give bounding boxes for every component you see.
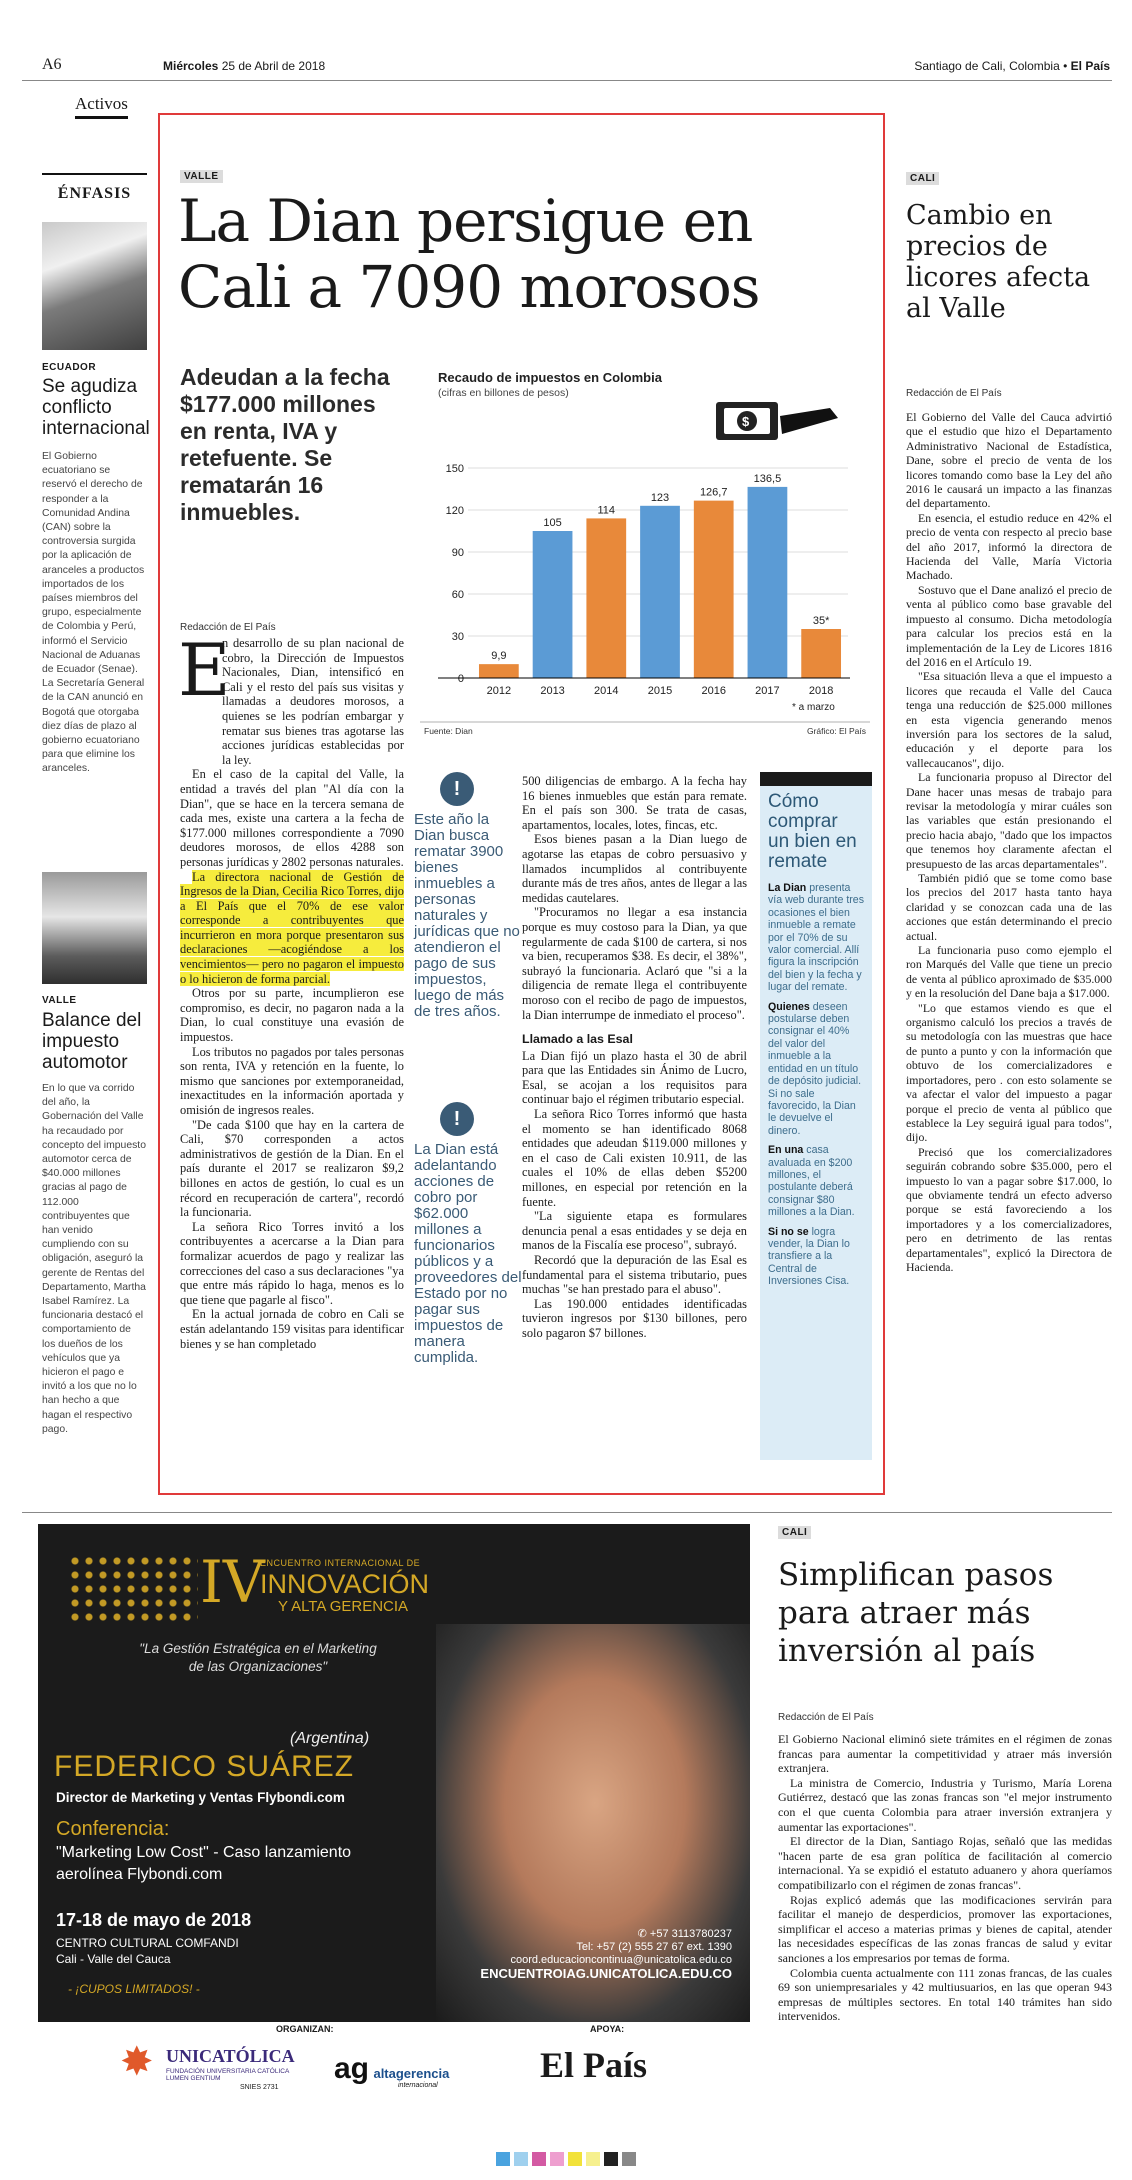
chart-bar-2012 [479, 664, 519, 678]
chart-bar-2015 [640, 506, 680, 678]
chart-source: Fuente: Dian [424, 726, 473, 736]
color-swatch [586, 2152, 600, 2166]
right-p: Precisó que los comercializadores seguirán cobrando sobre $35.000, pero el impuesto lo van a pagar sobre $17.000, lo que obviamente tendrá un efecto adverso porque se está favoreciendo a los importadores y a los comercializadores, pero en detrimento de las rentas departamentales", explicó la Directora de Hacienda. [906, 1144, 1112, 1274]
main-col3-p4: La Dian fijó un plazo hasta el 30 de abril para que las Entidades sin Ánimo de Lucro, Esal, se acojan a los requisitos para continuar bajo el régimen tributario especial. [522, 1048, 747, 1107]
header-city: Santiago de Cali, Colombia • [914, 59, 1071, 73]
ad-whatsapp: ✆ +57 3113780237 [637, 1928, 732, 1940]
main-col3-p6: "La siguiente etapa es formulares denuncia penal a esas entidades y se deja en manos de la Fiscalía ese proceso", subrayó. [522, 1209, 747, 1253]
sidebox-item-lead: Si no se [768, 1225, 809, 1238]
money-hand-icon [716, 402, 838, 440]
tax-chart [420, 358, 870, 742]
chart-xtick-label: 2017 [755, 685, 780, 697]
sidebox-item-text: casa avaluada en $200 millones, el postulante deberá consignar $80 millones a la Dian. [768, 1144, 855, 1219]
main-col3-p1: 500 diligencias de embargo. A la fecha hay 16 bienes inmuebles que están para remate. En el país son 300. Se trata de casas, apartamentos, locales, lotes, fincas, etc. [522, 774, 747, 832]
sidebox-list [768, 882, 864, 1288]
chart-ytick-label: 30 [451, 631, 464, 643]
chart-note: * a marzo [792, 702, 835, 713]
chart-ytick-label: 90 [451, 547, 464, 559]
main-deck: Adeudan a la fecha $177.000 millones en renta, IVA y retefuente. Se rematarán 16 inmuebles. [180, 364, 390, 525]
bottom-p: El Gobierno Nacional eliminó siete trámites en el régimen de zonas francas para aumentar la competitividad y atraer más inversión extranjera. [778, 1732, 1112, 1776]
main-col3-p5: La señora Rico Torres informó que hasta el momento se han identificado 8068 entidades que adeudan $119.000 millones y en el caso de Cali existen 10.911, de las cuales el 10% de ellas deben $5200 millones, en especial por retención en la fuente. [522, 1107, 747, 1209]
chart-xtick-label: 2014 [594, 685, 619, 697]
whatsapp-icon: ✆ [637, 1928, 650, 1940]
logo1-text: UNICATÓLICA [166, 2046, 295, 2066]
ad-date: 17-18 de mayo de 2018 [56, 1910, 252, 1930]
header-day: Miércoles [163, 59, 219, 73]
main-byline: Redacción de El País [180, 622, 276, 633]
color-registration-bar [496, 2152, 636, 2166]
color-swatch [550, 2152, 564, 2166]
chart-credit: Gráfico: El País [806, 726, 866, 736]
section-tab: Activos [75, 94, 128, 119]
sidebar-story2-body: En lo que va corrido del año, la Gobernación del Valle ha recaudado por concepto del impuesto automotor cerca de $40.000 millones gracias al pago de 112.000 contribuyentes que han venido cumpliendo con su obligación, aseguró la gerente de Rentas del Departamento, Martha Isabel Ramírez. La funcionaria destacó el comportamiento de los dueños de los vehículos que ya hicieron el pago e invitó a los que no lo han hecho a que hagan el respectivo pago. [42, 1083, 146, 1435]
chart-xtick-label: 2012 [486, 685, 512, 697]
ad-cupos: - ¡CUPOS LIMITADOS! - [68, 1982, 200, 1996]
ag-mark-icon: ag [334, 2052, 370, 2085]
chart-xtick-label: 2015 [647, 685, 673, 697]
sidebox-item [768, 1001, 864, 1137]
star-icon: ✸ [120, 2039, 154, 2084]
right-byline: Redacción de El País [906, 388, 1002, 399]
bottom-p: Rojas explicó además que las modificaciones servirán para facilitar el manejo de desperdicios, promover las exportaciones, simplificar el acceso a materias primas y bienes de capital, atender las necesidades específicas de las zonas francas de salud y evitar sanciones a los empresarios por temas de forma. [778, 1892, 1112, 1965]
logo1-sub: FUNDACIÓN UNIVERSITARIA CATÓLICA LUMEN GENTIUM [166, 2068, 289, 2082]
ad-organizan: ORGANIZAN: [276, 2024, 334, 2034]
enfasis-label: ÉNFASIS [57, 185, 132, 202]
chart-data-label: 35* [812, 615, 830, 627]
unicatolica-logo [120, 2040, 300, 2096]
chart-ytick-label: 0 [457, 673, 464, 685]
main-col1-p1: n desarrollo de su plan nacional de cobro, la Dirección de Impuestos Nacionales, Dian, intensificó en Cali y el resto del país sus visitas y llamadas a deudores morosos, a quienes se les podrían embargar y rematar sus bienes tras agotarse las acciones jurídicas establecidas por la ley. [222, 636, 404, 767]
chart-ytick-label: 60 [451, 589, 464, 601]
right-p: "Lo que estamos viendo es que el organismo calculó los precios a través de su metodología con las muestras que hace de punto a punto y con la información que obtuvo de los comercializadores e importadores, pero . con esto solamente se va afectar el valor del impuesto a pagar porque el precio de venta al público que establece la Ley seguirá igual para todos", dijo. [906, 1000, 1112, 1145]
right-p: La funcionaria puso como ejemplo el ron Marqués del Valle que tiene un precio de venta al público aproximado de $35.000 y en la resolución del Dane baja a $17.000. [906, 943, 1112, 1001]
right-p: "Esa situación lleva a que el impuesto a licores que recauda el Valle del Cauca tenga una reducción de $25.000 millones en esta vigencia generando menos inversión para los sectores de la salud, educación y el deporte para los vallecaucanos", dijo. [906, 669, 1112, 770]
enfasis-rule [42, 173, 147, 175]
ad-numeral: IV [200, 1548, 265, 1616]
ad-event-small: ENCUENTRO INTERNACIONAL DE [260, 1558, 421, 1568]
sidebox-item-text: logra vender, la Dian lo transfiere a la Central de Inversiones Cisa. [768, 1225, 850, 1288]
sidebox-item-lead: La Dian [768, 882, 807, 894]
sidebar-story1-title: Se agudiza conflicto internacional [42, 376, 150, 439]
header-date-text: 25 de Abril de 2018 [221, 59, 326, 73]
main-kicker: VALLE [180, 170, 223, 183]
logo2-text: altagerencia [373, 2066, 450, 2081]
container-port-photo [42, 222, 147, 350]
chart-svg [420, 358, 870, 742]
altagerencia-logo [334, 2052, 450, 2089]
color-swatch [604, 2152, 618, 2166]
sidebar-story1-kicker: ECUADOR [42, 362, 97, 373]
chart-data-label: 105 [543, 517, 562, 529]
header-paper: El País [1070, 59, 1110, 73]
main-col1-p3 [180, 870, 404, 987]
ad-event-big: INNOVACIÓN [260, 1569, 430, 1599]
main-col3-subhead: Llamado a las Esal [522, 1032, 633, 1047]
ad-dots-logo [68, 1554, 198, 1624]
elpais-logo: El País [540, 2045, 648, 2085]
sidebox-item [768, 1226, 864, 1288]
chart-bar-2013 [533, 531, 573, 678]
sidebox-item [768, 882, 864, 994]
chart-subtitle: (cifras en billones de pesos) [438, 387, 569, 399]
right-body [906, 410, 1112, 1274]
main-col1-p6: "De cada $100 que hay en la cartera de Cali, $70 corresponden a actos administrativos de gestión de la Dian. En el país durante el 2017 se realizaron $9,2 billones en actos de gestión, lo cual es un récord en recuperación de cartera", recordó la funcionaria. [180, 1117, 404, 1220]
right-title: Cambio en precios de licores afecta al Valle [906, 200, 1091, 324]
right-p: La funcionaria propuso al Director del Dane hacer unas mesas de trabajo para revisar la metodología y mirar cuáles son las variables que están presionando el precio hacia abajo, "dado que los impactos que tenemos hoy claramente afectan el presupuesto de las arcas departamentales". [906, 770, 1112, 871]
sidebox-item-lead: Quienes [768, 1000, 810, 1013]
bottom-title: Simplifican pasos para atraer más inversión al país [778, 1557, 1054, 1669]
exclamation-icon: ! [440, 772, 474, 806]
sidebox-title: Cómo comprar un bien en remate [768, 791, 857, 872]
bottom-rule [22, 1512, 1112, 1513]
chart-ytick-label: 150 [445, 463, 464, 475]
page-number: A6 [42, 56, 62, 73]
header-rule [22, 80, 1112, 81]
main-col1-highlight: La directora nacional de Gestión de Ingresos de la Dian, Cecilia Rico Torres, dijo a El País que el 70% de ese valor corresponde a contribuyentes que incurrieron en mora porque presentaron sus declaraciones —acogiéndose a los vencimientos— pero no pagaron el impuesto o lo hicieron de forma parcial. [180, 869, 404, 986]
bottom-byline: Redacción de El País [778, 1712, 874, 1723]
sidebox-item [768, 1144, 864, 1218]
remate-sidebox [760, 772, 872, 1460]
color-swatch [496, 2152, 510, 2166]
ad-web: ENCUENTROIAG.UNICATOLICA.EDU.CO [480, 1966, 732, 1981]
sidebox-item-text: deseen postularse deben consignar el 40% del valor del inmueble a la entidad en un título de depósito judicial. Si no sale favorecido, la Dian le devuelve el dinero. [768, 1000, 862, 1137]
sidebar-story1-p1: El Gobierno ecuatoriano se reservó el derecho de responder a la Comunidad Andina (CAN) sobre la controversia surgida por la aplicación de aranceles a productos importados de los países miembros del grupo, especialmente de Colombia y Perú, informó el Servicio Nacional de Aduanas de Ecuador (Senae). [42, 451, 145, 676]
drop-cap: E [178, 628, 231, 712]
svg-text:$: $ [742, 414, 750, 429]
main-col1-p7: La señora Rico Torres invitó a los contribuyentes a acercarse a la Dian para formalizar acuerdos de pago y realizar las correcciones del caso a sus declaraciones "ya que entre más rápido lo haga, menos es lo que tiene que pagarle al fisco". [180, 1219, 404, 1307]
main-col3-p2: Esos bienes pasan a la Dian luego de agotarse las etapas de cobro persuasivo y llamados incumplidos al contribuyente durante más de tres años, antes de llegar a las medidas cautelares. [522, 832, 748, 905]
sidebox-item-text: presenta vía web durante tres ocasiones el bien inmueble a remate por el 70% de su valor comercial. Allí figura la inscripción del bien y la fecha y lugar del remate. [768, 882, 864, 994]
bottom-body [778, 1732, 1112, 2024]
ad-conf-title2: aerolínea Flybondi.com [56, 1866, 223, 1883]
ad-tel: Tel: +57 (2) 555 27 67 ext. 1390 [576, 1941, 732, 1953]
right-p: Sostuvo que el Dane analizó el precio de venta al público como base gravable del impuesto al consumo. Dicha metodología para calcular los precios está en la implementación de la Ley de Licores 1816 del 2016 en el Artículo 19. [906, 582, 1112, 669]
right-kicker: CALI [906, 172, 939, 185]
ad-conf-title: "Marketing Low Cost" - Caso lanzamiento [56, 1844, 352, 1861]
chart-data-label: 114 [597, 504, 616, 517]
main-col1-p8: En la actual jornada de cobro en Cali se están adelantando 159 visitas para identificar bienes y se han completado [180, 1307, 404, 1351]
callout-1-text: Este año la Dian busca rematar 3900 bienes inmuebles a personas naturales y jurídicas que no atendieron el pago de sus impuestos, luego de más de tres años. [414, 811, 520, 1020]
ad-speaker-role: Director de Marketing y Ventas Flybondi.com [56, 1790, 345, 1805]
color-swatch [568, 2152, 582, 2166]
bottom-kicker: CALI [778, 1526, 811, 1539]
exclamation-icon: ! [440, 1102, 474, 1136]
ad-conf-label: Conferencia: [56, 1818, 170, 1840]
bottom-p: La ministra de Comercio, Industria y Turismo, María Lorena Gutiérrez, destacó que las zonas francas son "el mejor instrumento con el que cuenta Colombia para atraer inversión extranjera y aumentar las exportaciones". [778, 1775, 1112, 1834]
main-col3-p3: "Procuramos no llegar a esa instancia porque es muy costoso para la Dian, ya que regularmente de cada $100 de cartera, si nos va bien, recuperamos $38. Es decir, el 38%", subrayó la funcionaria. Aclaró que "si a la diligencia de remate llega el contribuyente moroso con el recibo de pago de impuestos, la Dian interrumpe de inmediato el proceso". [522, 905, 747, 1022]
chart-data-label: 136,5 [753, 472, 782, 485]
main-col3-p8: Las 190.000 entidades identificadas tuvieron ingresos por $130 billones, pero solo pagaron $7 billones. [522, 1296, 747, 1340]
chart-xtick-label: 2018 [808, 685, 834, 697]
ad-speaker-name: FEDERICO SUÁREZ [54, 1750, 355, 1783]
ad-event-sub: Y ALTA GERENCIA [278, 1598, 409, 1615]
main-title: La Dian persigue en Cali a 7090 morosos [178, 187, 760, 321]
chart-data-label: 123 [650, 491, 670, 504]
ad-contact [480, 1928, 732, 1980]
main-col3-p7: Recordó que la depuración de las Esal es fundamental para el sistema tributario, pues muchas "se han prestado para el abuso". [522, 1253, 747, 1297]
ad-apoya: APOYA: [590, 2024, 625, 2034]
callout-1 [414, 772, 524, 1020]
color-swatch [514, 2152, 528, 2166]
chart-bar-2017 [748, 487, 788, 678]
ad-country: (Argentina) [290, 1730, 370, 1747]
chart-bar-2018 [801, 629, 841, 678]
chart-title: Recaudo de impuestos en Colombia [438, 370, 662, 385]
ad-email: coord.educacioncontinua@unicatolica.edu.co [510, 1954, 732, 1966]
bottom-p: Colombia cuenta actualmente con 111 zonas francas, de las cuales 69 son uniempresariales y 42 multiusuarios, en las que operan 943 empresas de múltiples sectores. En total 140 trámites han sido intervenidos. [778, 1965, 1112, 2024]
car-interior-photo [42, 872, 147, 984]
callout-2-text: La Dian está adelantando acciones de cobro por $62.000 millones a funcionarios públicos y a proveedores del Estado por no pagar sus impuestos de manera cumplida. [414, 1141, 522, 1366]
chart-data-label: 9,9 [491, 650, 507, 663]
main-col1-p5: Los tributos no pagados por tales personas son renta, IVA y retención en la fuente, lo mismo que sanciones por extemporaneidad, inexactitudes en la información aportada y omisión de ingresos reales. [180, 1044, 404, 1117]
main-col3 [522, 774, 747, 1341]
logo2-sub: internacional [398, 2082, 438, 2089]
sidebar-story1-p2: La Secretaría General de la CAN anunció en Bogotá que otorgaba diez días de plazo al gobierno ecuatoriano para que elimine los aranceles. [42, 678, 145, 775]
event-ad [38, 1524, 750, 2022]
ad-tagline: "La Gestión Estratégica en el Marketing de las Organizaciones" [139, 1641, 377, 1674]
right-p: También pidió que se tome como base los precios del 2017 hasta tanto haya claridad y se conozcan cada una de las acciones que están determinando el precio actual. [906, 871, 1112, 943]
sidebar-story1-body [42, 450, 146, 777]
ad-city: Cali - Valle del Cauca [56, 1952, 171, 1966]
color-swatch [622, 2152, 636, 2166]
chart-bar-2016 [694, 501, 734, 678]
chart-ytick-label: 120 [445, 505, 464, 517]
main-col1-p2: En el caso de la capital del Valle, la entidad a través del plan "Al día con la Dian", que se hace en la tercera semana de cada mes, existe una cartera a la fecha de $177.000 millones correspondiente a 7090 deudores morosos, de ellos 4288 son personas jurídicas y 2802 personas naturales. [180, 767, 404, 869]
header-date [163, 59, 325, 73]
color-swatch [532, 2152, 546, 2166]
sidebar-story2-title: Balance del impuesto automotor [42, 1010, 142, 1073]
right-p: El Gobierno del Valle del Cauca advirtió que el estudio que hizo el Departamento Administrativo Nacional de Estadística, Dane, sobre el precio de venta de los licores tomando como base la Ley del año 2016 le causará un impacto a las finanzas del departamento. [906, 410, 1112, 511]
chart-bar-2014 [586, 518, 626, 678]
chart-xtick-label: 2013 [540, 685, 565, 697]
bottom-p: El director de la Dian, Santiago Rojas, señaló que las medidas "hacen parte de esa gran política de facilitación al comercio internacional. Ya se expidió el estatuto aduanero y ahora queríamos compatibilizarlo con el régimen de zonas francas". [778, 1834, 1112, 1892]
main-col1 [178, 628, 404, 1351]
sidebox-item-lead: En una [768, 1144, 804, 1157]
main-col1-p4: Otros por su parte, incumplieron ese compromiso, es decir, no pagaron nada a la Dian, lo cual constituye una evasión de impuestos. [180, 986, 404, 1045]
logo1-snies: SNIES 2731 [240, 2084, 279, 2091]
sidebar-story2-kicker: VALLE [42, 995, 77, 1006]
ad-venue: CENTRO CULTURAL COMFANDI [56, 1936, 239, 1950]
chart-data-label: 126,7 [699, 486, 728, 499]
chart-xtick-label: 2016 [701, 685, 726, 697]
header-location [914, 59, 1110, 73]
callout-2 [414, 1102, 524, 1366]
right-p: En esencia, el estudio reduce en 42% el precio de venta con respecto al precio base del año 2017, informó la directora de Hacienda del Valle, María Victoria Machado. [906, 510, 1112, 583]
